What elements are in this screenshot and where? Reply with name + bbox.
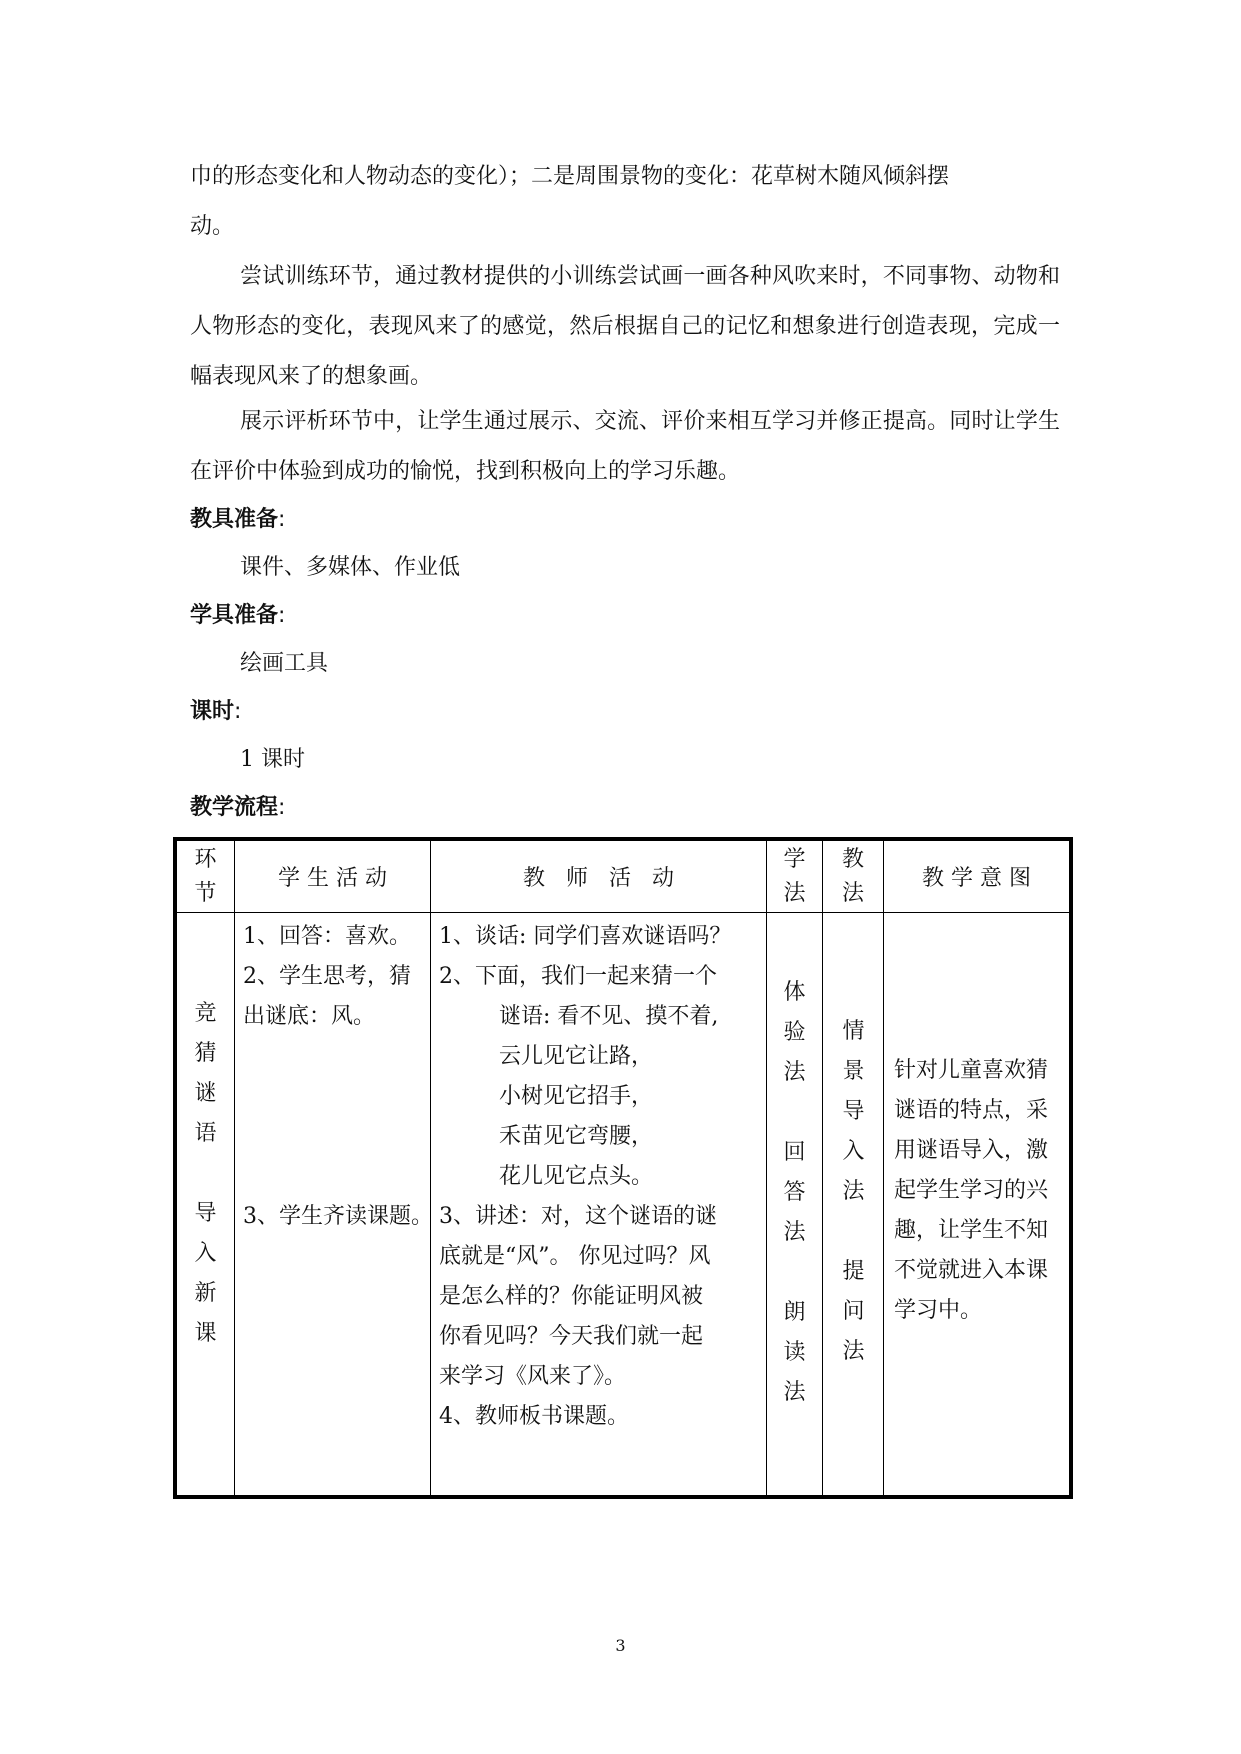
teacher-line: 1、谈话: 同学们喜欢谜语吗？ <box>439 924 732 949</box>
teacher-activity-cell <box>431 913 766 1437</box>
teacher-line: 4、教师板书课题。 <box>439 1404 629 1429</box>
teaching-aids-heading: 教具准备: <box>190 507 286 532</box>
paragraph-3: 展示评析环节中，让学生通过展示、交流、评价来相互学习并修正提高。同时让学生在评价中体验到成功的愉悦，找到积极向上的学习乐趣。 <box>190 409 1060 484</box>
student-line <box>243 1157 435 1197</box>
learning-method-cell <box>767 913 822 1499</box>
teacher-line: 云儿见它让路， <box>499 1044 654 1069</box>
stage-text-b: 导入新课 <box>194 1201 217 1346</box>
learning-method: 体验法 <box>783 980 806 1085</box>
teaching-method: 提问法 <box>842 1259 865 1364</box>
header-teaching-method: 教法 <box>841 846 864 906</box>
teacher-line: 来学习《风来了》。 <box>439 1364 627 1389</box>
learning-aids-heading: 学具准备: <box>190 603 286 628</box>
student-line <box>243 1037 435 1077</box>
header-teaching-intent: 教 学 意 图 <box>922 866 1031 891</box>
teacher-line: 小树见它招手， <box>499 1084 654 1109</box>
teacher-line: 禾苗见它弯腰， <box>499 1124 654 1149</box>
learning-method: 回答法 <box>783 1140 806 1245</box>
student-line: 1、回答：喜欢。 <box>243 924 411 949</box>
stage-cell <box>177 913 234 1499</box>
teacher-line: 是怎么样的？你能证明风被 <box>439 1284 704 1309</box>
student-line: 2、学生思考，猜 <box>243 964 411 989</box>
student-line: 3、学生齐读课题。 <box>243 1204 433 1229</box>
teacher-line: 谜语: 看不见、摸不着, <box>499 1004 719 1029</box>
paragraph-1-line-1: 巾的形态变化和人物动态的变化）；二是周围景物的变化：花草树木随风倾斜摆 <box>190 164 950 189</box>
header-learning-method: 学法 <box>783 846 806 906</box>
teaching-method-cell <box>823 913 883 1499</box>
teaching-intent-cell: 针对儿童喜欢猜谜语的特点，采用谜语导入，激起学生学习的兴趣，让学生不知不觉就进入本课学习中。 <box>894 1058 1049 1323</box>
teacher-line: 花儿见它点头。 <box>499 1164 654 1189</box>
student-line <box>243 1077 435 1117</box>
process-heading: 教学流程: <box>190 795 286 820</box>
header-teacher-activity: 教 师 活 动 <box>523 866 674 891</box>
teaching-aids-text: 课件、多媒体、作业低 <box>240 555 461 580</box>
class-hours-heading: 课时: <box>190 699 242 724</box>
student-line <box>243 1117 435 1157</box>
stage-text-a: 竞猜谜语 <box>194 1001 217 1146</box>
teaching-method: 情景导入法 <box>842 1019 865 1204</box>
paragraph-1 <box>190 152 1060 252</box>
header-stage: 环节 <box>194 846 217 906</box>
student-line: 出谜底：风。 <box>243 1004 376 1029</box>
paragraph-2: 尝试训练环节，通过教材提供的小训练尝试画一画各种风吹来时，不同事物、动物和人物形态的变化，表现风来了的感觉，然后根据自己的记忆和想象进行创造表现，完成一幅表现风来了的想象画。 <box>190 264 1060 389</box>
learning-aids-text: 绘画工具 <box>240 651 329 676</box>
student-activity-cell <box>235 913 435 1237</box>
teacher-line: 2、下面，我们一起来猜一个 <box>439 964 717 989</box>
teacher-line: 底就是“风”。 你见过吗？风 <box>439 1244 711 1269</box>
learning-method: 朗读法 <box>783 1300 806 1405</box>
teacher-line: 3、讲述：对，这个谜语的谜 <box>439 1204 717 1229</box>
teaching-process-table <box>173 837 1073 1499</box>
class-hours-text: 1 课时 <box>240 747 305 772</box>
page-number: 3 <box>615 1636 626 1655</box>
paragraph-1-line-2: 动。 <box>190 214 235 239</box>
header-student-activity: 学 生 活 动 <box>278 866 387 891</box>
teacher-line: 你看见吗？今天我们就一起 <box>439 1324 704 1349</box>
